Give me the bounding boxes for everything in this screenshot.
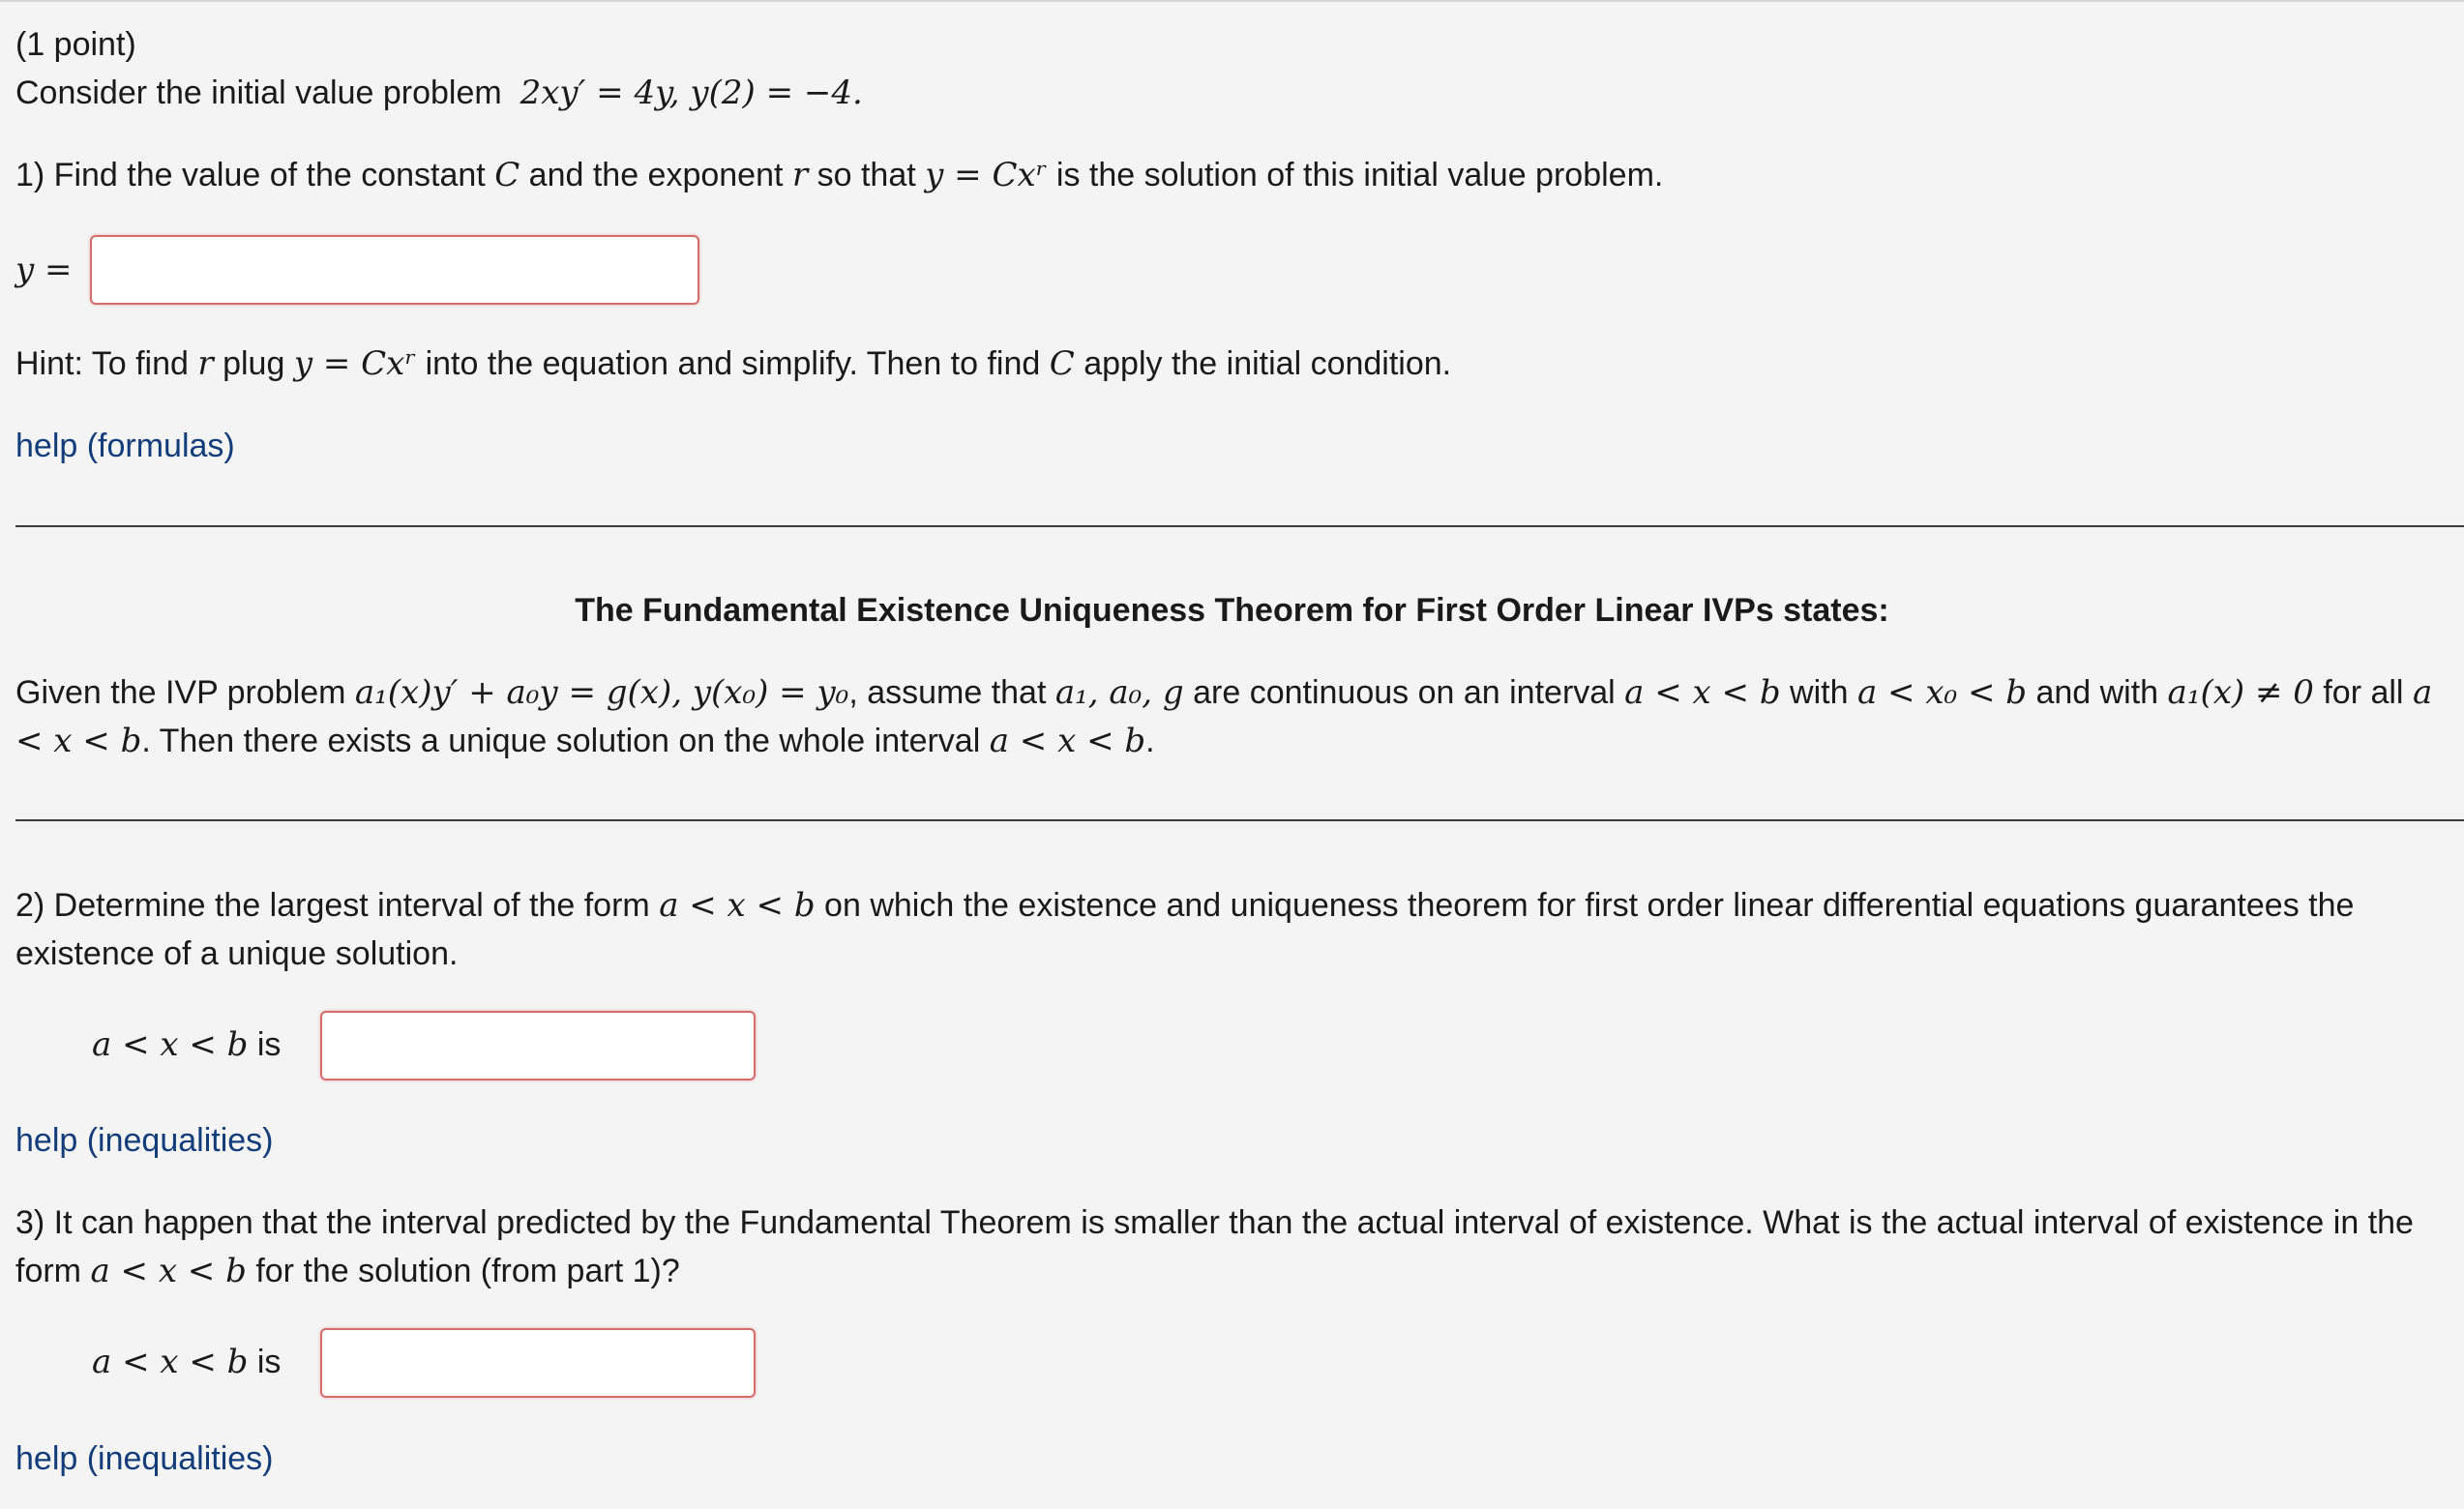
theorem-heading: The Fundamental Existence Uniqueness Theorem for First Order Linear IVPs states:: [575, 592, 1889, 629]
part3-question: 3) It can happen that the interval predicted by the Fundamental Theorem is smaller than the actual interval of existence. What is the actual interval of existence in the form a < x < b for the solution (from part 1)?: [15, 1204, 2414, 1290]
part3-interval-input[interactable]: [320, 1328, 756, 1398]
part3-answer-label: a < x < b is: [92, 1343, 282, 1381]
divider-top: [15, 525, 2464, 527]
problem-intro: Consider the initial value problem: [15, 74, 502, 111]
help-inequalities-link-1[interactable]: help (inequalities): [15, 1122, 274, 1159]
part1-question: 1) Find the value of the constant C and the exponent r so that y = Cxʳ is the solution of this initial value problem.: [15, 156, 1664, 194]
answer-y-input[interactable]: [90, 235, 699, 305]
divider-bottom: [15, 819, 2464, 821]
part2-interval-input[interactable]: [320, 1011, 756, 1080]
theorem-statement: Given the IVP problem a₁(x)y′ + a₀y = g(x), y(x₀) = y₀, assume that a₁, a₀, g are continuous on an interval a < x < b with a < x₀ < b and with a₁(x) ≠ 0 for all a < x < b. Then there exists a unique solution on the whole interval a < x < b.: [15, 673, 2433, 760]
part2-answer-label: a < x < b is: [92, 1025, 282, 1064]
point-value: (1 point): [15, 26, 136, 63]
part1-answer-label: y =: [15, 251, 73, 289]
problem-statement: [15, 70, 863, 116]
top-border: [0, 0, 2464, 2]
help-inequalities-link-2[interactable]: help (inequalities): [15, 1440, 274, 1477]
ivp-equation: 2xy′ = 4y, y(2) = −4.: [520, 74, 863, 112]
help-formulas-link[interactable]: help (formulas): [15, 428, 235, 464]
hint-text: Hint: To find r plug y = Cxʳ into the equation and simplify. Then to find C apply the initial condition.: [15, 344, 1452, 383]
part2-question: 2) Determine the largest interval of the form a < x < b on which the existence and uniqueness theorem for first order linear differential equations guarantees the existence of a unique solution.: [15, 886, 2355, 972]
